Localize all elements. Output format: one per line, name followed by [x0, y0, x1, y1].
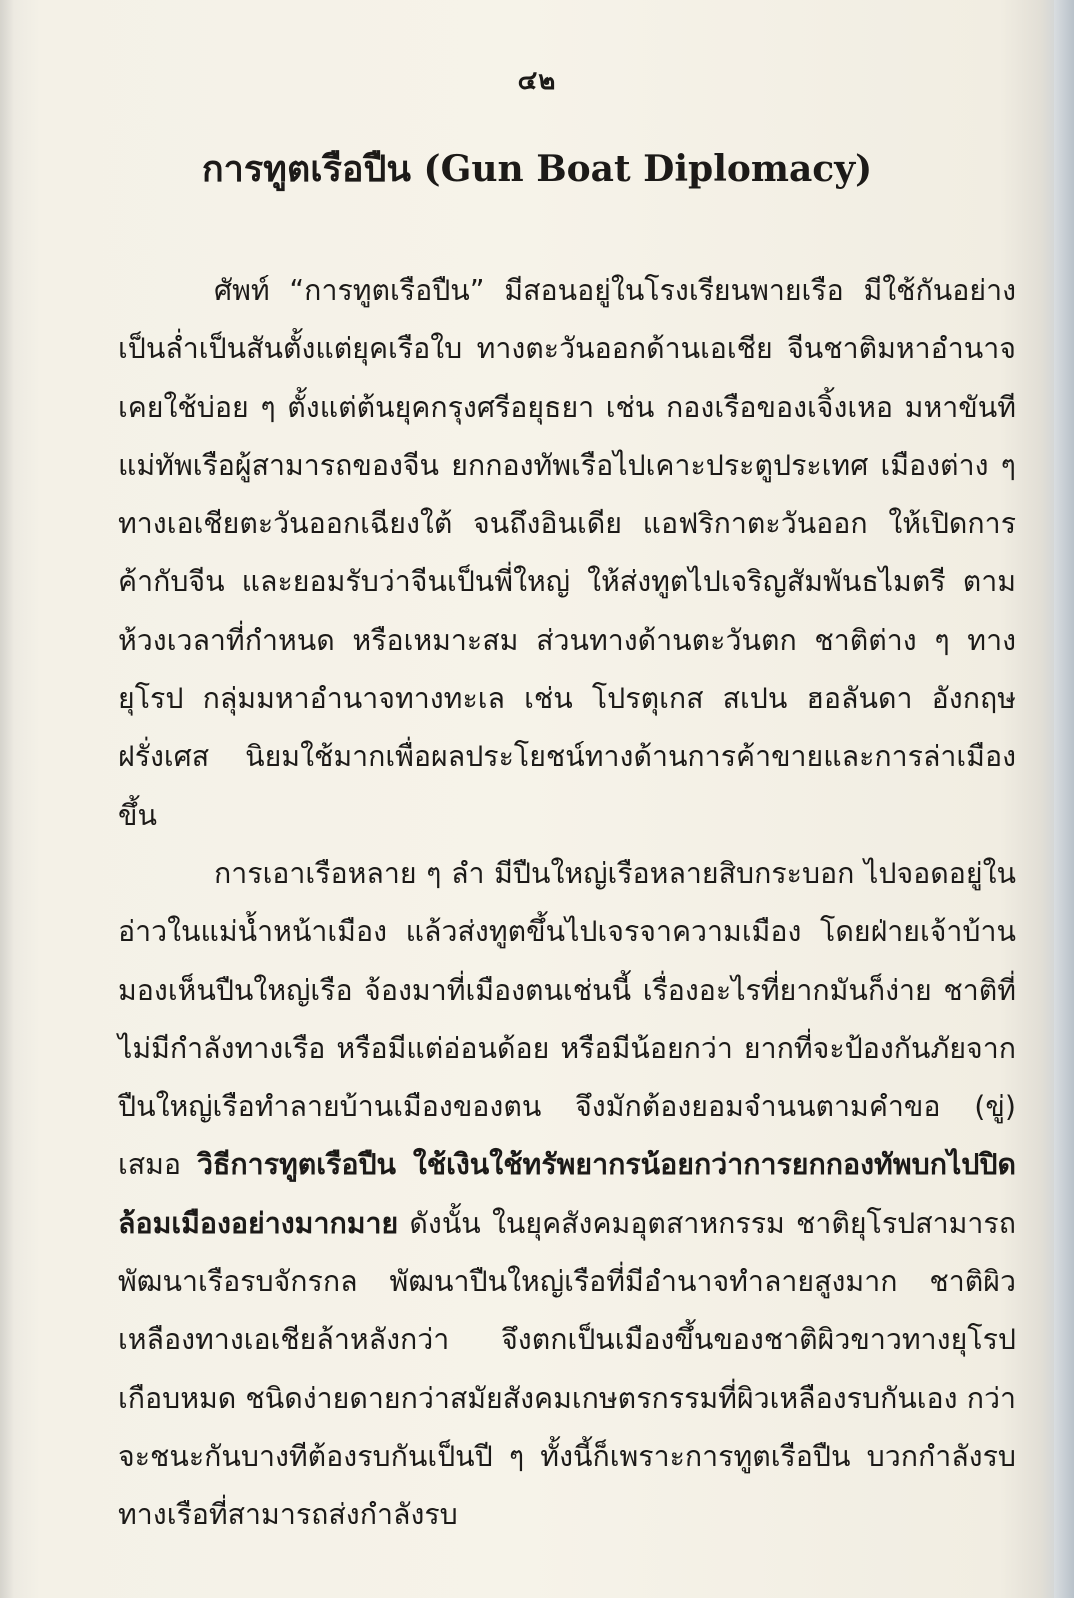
- paragraph-2-intro: การเอาเรือหลาย ๆ ลำ มีปืนใหญ่เรือหลายสิบกระบอก ไปจอดอยู่ในอ่าวในแม่น้ำหน้าเมือง แล้วส่งทูตขึ้นไปเจรจาความเมือง โดยฝ่ายเจ้าบ้านมองเห็นปืนใหญ่เรือ จ้องมาที่เมืองตนเช่นนี้ เรื่องอะไรที่ยากมันก็ง่าย ชาติที่ไม่มีกำลังทางเรือ หรือมีแต่อ่อนด้อย หรือมีน้อยกว่า ยากที่จะป้องกันภัยจากปืนใหญ่เรือทำลายบ้านเมืองของตน จึงมักต้องยอมจำนนตามคำขอ (ขู่) เสมอ: [118, 856, 1016, 1182]
- paragraph-1: ศัพท์ “การทูตเรือปืน” มีสอนอยู่ในโรงเรียนพายเรือ มีใช้กันอย่างเป็นล่ำเป็นสันตั้งแต่ยุคเรือใบ ทางตะวันออกด้านเอเชีย จีนชาติมหาอำนาจเคยใช้บ่อย ๆ ตั้งแต่ต้นยุคกรุงศรีอยุธยา เช่น กองเรือของเจิ้งเหอ มหาขันที แม่ทัพเรือผู้สามารถของจีน ยกกองทัพเรือไปเคาะประตูประเทศ เมืองต่าง ๆ ทางเอเชียตะวันออกเฉียงใต้ จนถึงอินเดีย แอฟริกาตะวันออก ให้เปิดการค้ากับจีน และยอมรับว่าจีนเป็นพี่ใหญ่ ให้ส่งทูตไปเจริญสัมพันธไมตรี ตามห้วงเวลาที่กำหนด หรือเหมาะสม ส่วนทางด้านตะวันตก ชาติต่าง ๆ ทางยุโรป กลุ่มมหาอำนาจทางทะเล เช่น โปรตุเกส สเปน ฮอลันดา อังกฤษ ฝรั่งเศส นิยมใช้มากเพื่อผลประโยชน์ทางด้านการค้าขายและการล่าเมืองขึ้น: [118, 274, 1016, 832]
- body-text: [118, 262, 1016, 1545]
- title-thai: การทูตเรือปืน: [201, 149, 411, 190]
- paragraph-2: [118, 845, 1016, 1545]
- paragraph-2-rest: ดังนั้น ในยุคสังคมอุตสาหกรรม ชาติยุโรปสามารถพัฒนาเรือรบจักรกล พัฒนาปืนใหญ่เรือที่มีอำนาจทำลายสูงมาก ชาติผิวเหลืองทางเอเชียล้าหลังกว่า จึงตกเป็นเมืองขึ้นของชาติผิวขาวทางยุโรปเกือบหมด ชนิดง่ายดายกว่าสมัยสังคมเกษตรกรรมที่ผิวเหลืองรบกันเอง กว่าจะชนะกันบางทีต้องรบกันเป็นปี ๆ ทั้งนี้ก็เพราะการทูตเรือปืน บวกกำลังรบทางเรือที่สามารถส่งกำลังรบ: [118, 1206, 1016, 1532]
- paragraph-2-emphasis: วิธีการทูตเรือปืน ใช้เงินใช้ทรัพยากรน้อยกว่าการยกกองทัพบกไปปิดล้อมเมืองอย่างมากมาย: [118, 1148, 1016, 1240]
- page-number: ๔๒: [517, 66, 557, 96]
- page-gutter-shadow: [0, 0, 14, 1598]
- page-edge: [1054, 0, 1074, 1598]
- chapter-title: [0, 140, 1074, 197]
- title-english: (Gun Boat Diplomacy): [423, 148, 873, 190]
